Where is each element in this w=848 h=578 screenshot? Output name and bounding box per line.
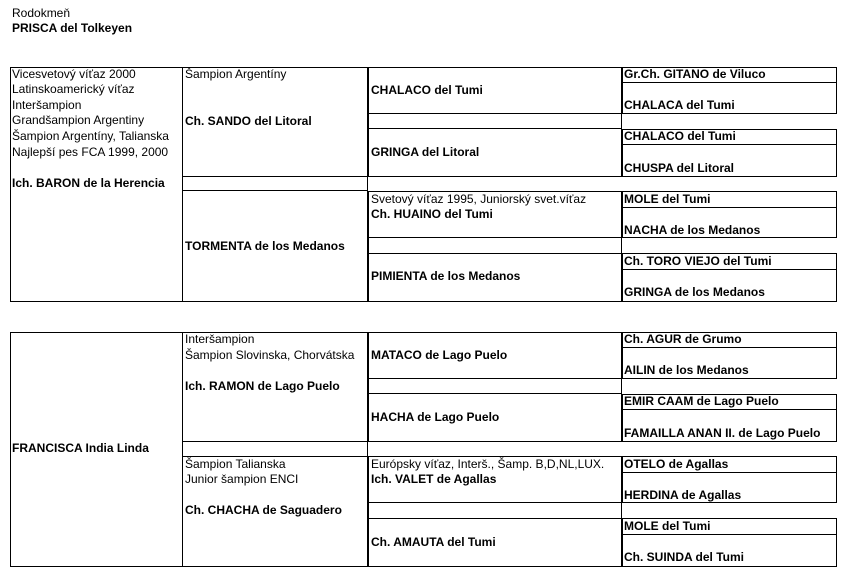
dds-title: Európsky víťaz, Interš., Šamp. B,D,NL,LUX. bbox=[371, 457, 605, 471]
dsss-name: Ch. AGUR de Grumo bbox=[624, 332, 742, 346]
dssd-name: AILIN de los Medanos bbox=[624, 363, 749, 377]
ss-title: Šampion Argentíny bbox=[185, 67, 287, 81]
dsds-name: EMIR CAAM de Lago Puelo bbox=[624, 394, 779, 408]
sssd-name: CHALACA del Tumi bbox=[624, 98, 735, 112]
ssss-name: Gr.Ch. GITANO de Viluco bbox=[624, 67, 766, 81]
dd-title-2: Junior šampion ENCI bbox=[185, 472, 299, 486]
ds-title-2: Šampion Slovinska, Chorvátska bbox=[185, 348, 355, 362]
sdds-name: Ch. TORO VIEJO del Tumi bbox=[624, 254, 772, 268]
sds-title: Svetový víťaz 1995, Juniorský svet.víťaz bbox=[371, 192, 587, 206]
dam-name: FRANCISCA India Linda bbox=[12, 441, 149, 455]
sire-title-1: Vicesvetový víťaz 2000 bbox=[12, 67, 136, 81]
ddd-name: Ch. AMAUTA del Tumi bbox=[371, 535, 496, 549]
ddds-name: MOLE del Tumi bbox=[624, 519, 711, 533]
sdss-name: MOLE del Tumi bbox=[624, 192, 711, 206]
ssd-name: GRINGA del Litoral bbox=[371, 145, 480, 159]
ds-title-1: Interšampion bbox=[185, 332, 255, 346]
ss-name: Ch. SANDO del Litoral bbox=[185, 114, 312, 128]
pedigree-label: Rodokmeň bbox=[12, 6, 71, 20]
sire-title-5: Šampion Argentíny, Talianska bbox=[12, 129, 169, 143]
sire-title-3: Interšampion bbox=[12, 98, 82, 112]
ddsd-name: HERDINA de Agallas bbox=[624, 488, 742, 502]
sd-name: TORMENTA de los Medanos bbox=[185, 239, 345, 253]
dds-name: Ich. VALET de Agallas bbox=[371, 472, 497, 486]
sire-title-6: Najlepší pes FCA 1999, 2000 bbox=[12, 145, 169, 159]
ddss-name: OTELO de Agallas bbox=[624, 457, 729, 471]
sire-title-2: Latinskoamerický víťaz bbox=[12, 82, 135, 96]
sddd-name: GRINGA de los Medanos bbox=[624, 285, 765, 299]
dsd-name: HACHA de Lago Puelo bbox=[371, 410, 500, 424]
dss-name: MATACO de Lago Puelo bbox=[371, 348, 508, 362]
ds-name: Ich. RAMON de Lago Puelo bbox=[185, 379, 340, 393]
dd-name: Ch. CHACHA de Saguadero bbox=[185, 503, 342, 517]
ssdd-name: CHUSPA del Litoral bbox=[624, 161, 735, 175]
dddd-name: Ch. SUINDA del Tumi bbox=[624, 550, 744, 564]
dd-title-1: Šampion Talianska bbox=[185, 457, 286, 471]
sire-title-4: Grandšampion Argentiny bbox=[12, 113, 145, 127]
sdsd-name: NACHA de los Medanos bbox=[624, 223, 761, 237]
ssds-name: CHALACO del Tumi bbox=[624, 129, 736, 143]
sds-name: Ch. HUAINO del Tumi bbox=[371, 207, 493, 221]
dsdd-name: FAMAILLA ANAN II. de Lago Puelo bbox=[624, 426, 821, 440]
dog-name-title: PRISCA del Tolkeyen bbox=[12, 21, 133, 35]
sss-name: CHALACO del Tumi bbox=[371, 83, 483, 97]
sdd-name: PIMIENTA de los Medanos bbox=[371, 269, 521, 283]
sire-name: Ich. BARON de la Herencia bbox=[12, 176, 165, 190]
